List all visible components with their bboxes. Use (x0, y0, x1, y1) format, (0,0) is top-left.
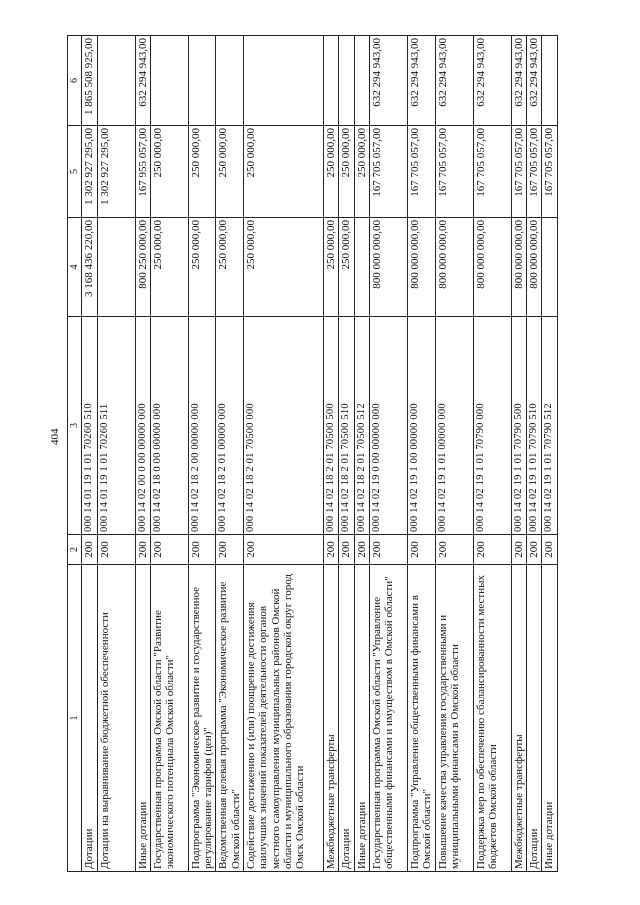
admin-code: 200 (339, 535, 354, 565)
budget-classification-code: 000 14 01 19 1 01 70260 511 (97, 317, 135, 535)
amount-col-4 (354, 218, 369, 317)
budget-classification-code: 000 14 02 19 1 01 70790 512 (542, 317, 557, 535)
amount-col-5: 1 302 927 295,00 (97, 126, 135, 218)
amount-col-6: 632 294 943,00 (511, 36, 526, 126)
admin-code: 200 (244, 535, 324, 565)
budget-classification-code: 000 14 02 19 1 01 70790 000 (473, 317, 511, 535)
amount-col-6: 632 294 943,00 (135, 36, 150, 126)
amount-col-4: 800 000 000,00 (435, 218, 473, 317)
table-row (339, 36, 354, 872)
budget-classification-code: 000 14 02 18 2 01 70500 512 (354, 317, 369, 535)
amount-col-5: 250 000,00 (188, 126, 216, 218)
row-name: Дотации (339, 565, 354, 872)
table-row (370, 36, 408, 872)
amount-col-6: 632 294 943,00 (370, 36, 408, 126)
table-row (542, 36, 557, 872)
row-name: Дотации на выравнивание бюджетной обеспеченности (97, 565, 135, 872)
amount-col-5: 250 000,00 (324, 126, 339, 218)
budget-classification-code: 000 14 02 18 2 01 00000 000 (216, 317, 244, 535)
amount-col-6 (339, 36, 354, 126)
row-name: Иные дотации (135, 565, 150, 872)
amount-col-4 (97, 218, 135, 317)
amount-col-6: 632 294 943,00 (408, 36, 436, 126)
amount-col-4: 800 000 000,00 (526, 218, 541, 317)
budget-table (67, 35, 558, 872)
table-row (354, 36, 369, 872)
table-row (82, 36, 97, 872)
table-row (511, 36, 526, 872)
admin-code: 200 (324, 535, 339, 565)
amount-col-4: 250 000,00 (216, 218, 244, 317)
amount-col-6 (216, 36, 244, 126)
amount-col-6 (354, 36, 369, 126)
amount-col-5: 1 302 927 295,00 (82, 126, 97, 218)
amount-col-5: 167 955 057,00 (135, 126, 150, 218)
budget-classification-code: 000 14 02 19 0 00 00000 000 (370, 317, 408, 535)
row-name: Иные дотации (542, 565, 557, 872)
amount-col-4: 250 000,00 (150, 218, 188, 317)
table-row (324, 36, 339, 872)
row-name: Содействие достижению и (или) поощрение достижения наилучших значений показателей деятельности органов местного самоуправления муниципальных районов Омской области и муниципального образования городской округ город Омск Омской области (244, 565, 324, 872)
column-number: 1 (68, 565, 82, 872)
amount-col-5: 250 000,00 (244, 126, 324, 218)
budget-classification-code: 000 14 02 19 1 01 70790 500 (511, 317, 526, 535)
row-name: Ведомственная целевая программа "Экономическое развитие Омской области" (216, 565, 244, 872)
table-row (97, 36, 135, 872)
admin-code: 200 (408, 535, 436, 565)
column-number: 2 (68, 535, 82, 565)
amount-col-6 (324, 36, 339, 126)
amount-col-4: 250 000,00 (188, 218, 216, 317)
admin-code: 200 (188, 535, 216, 565)
amount-col-4: 800 000 000,00 (408, 218, 436, 317)
budget-classification-code: 000 14 02 19 1 01 70790 510 (526, 317, 541, 535)
amount-col-6 (150, 36, 188, 126)
table-row (188, 36, 216, 872)
row-name: Государственная программа Омской области "Развитие экономического потенциала Омской области" (150, 565, 188, 872)
admin-code: 200 (370, 535, 408, 565)
column-number: 4 (68, 218, 82, 317)
row-name: Подпрограмма "Управление общественными финансами в Омской области" (408, 565, 436, 872)
amount-col-4: 250 000,00 (339, 218, 354, 317)
amount-col-6 (97, 36, 135, 126)
amount-col-4: 3 168 436 220,00 (82, 218, 97, 317)
row-name: Государственная программа Омской области "Управление общественными финансами и имуществом в Омской области" (370, 565, 408, 872)
amount-col-4: 800 000 000,00 (511, 218, 526, 317)
amount-col-6 (244, 36, 324, 126)
table-row (526, 36, 541, 872)
budget-classification-code: 000 14 02 18 2 00 00000 000 (188, 317, 216, 535)
admin-code: 200 (526, 535, 541, 565)
table-row (473, 36, 511, 872)
amount-col-5: 167 705 057,00 (511, 126, 526, 218)
row-name: Межбюджетные трансферты (324, 565, 339, 872)
table-row (244, 36, 324, 872)
row-name: Повышение качества управления государственными и муниципальными финансами в Омской области (435, 565, 473, 872)
column-number-row (68, 36, 82, 872)
table-row (135, 36, 150, 872)
column-number: 3 (68, 317, 82, 535)
table-row (435, 36, 473, 872)
budget-classification-code: 000 14 02 18 2 01 70500 500 (324, 317, 339, 535)
amount-col-5: 167 705 057,00 (542, 126, 557, 218)
column-number: 5 (68, 126, 82, 218)
budget-classification-code: 000 14 02 19 1 00 00000 000 (408, 317, 436, 535)
budget-classification-code: 000 14 02 19 1 01 00000 000 (435, 317, 473, 535)
amount-col-4: 800 000 000,00 (370, 218, 408, 317)
amount-col-5: 250 000,00 (339, 126, 354, 218)
amount-col-6: 1 865 508 925,00 (82, 36, 97, 126)
amount-col-5: 250 000,00 (216, 126, 244, 218)
admin-code: 200 (435, 535, 473, 565)
table-row (408, 36, 436, 872)
row-name: Поддержка мер по обеспечению сбалансированности местных бюджетов Омской области (473, 565, 511, 872)
admin-code: 200 (354, 535, 369, 565)
admin-code: 200 (82, 535, 97, 565)
amount-col-4: 250 000,00 (244, 218, 324, 317)
row-name: Иные дотации (354, 565, 369, 872)
admin-code: 200 (511, 535, 526, 565)
row-name: Дотации (82, 565, 97, 872)
admin-code: 200 (97, 535, 135, 565)
budget-classification-code: 000 14 02 00 0 00 00000 000 (135, 317, 150, 535)
amount-col-5: 167 705 057,00 (435, 126, 473, 218)
rotated-page-content (67, 36, 599, 872)
table-body (82, 36, 557, 872)
budget-classification-code: 000 14 02 18 0 00 00000 000 (150, 317, 188, 535)
amount-col-6: 632 294 943,00 (473, 36, 511, 126)
budget-classification-code: 000 14 02 18 2 01 70500 510 (339, 317, 354, 535)
admin-code: 200 (216, 535, 244, 565)
amount-col-4: 250 000,00 (324, 218, 339, 317)
amount-col-6 (188, 36, 216, 126)
amount-col-5: 167 705 057,00 (370, 126, 408, 218)
amount-col-4: 800 000 000,00 (473, 218, 511, 317)
row-name: Подпрограмма "Экономическое развитие и государственное регулирование тарифов (цен)" (188, 565, 216, 872)
budget-classification-code: 000 14 01 19 1 01 70260 510 (82, 317, 97, 535)
table-row (216, 36, 244, 872)
page-number: 404 (49, 428, 61, 445)
amount-col-5: 167 705 057,00 (408, 126, 436, 218)
amount-col-5: 250 000,00 (150, 126, 188, 218)
admin-code: 200 (542, 535, 557, 565)
amount-col-5: 250 000,00 (354, 126, 369, 218)
table-row (150, 36, 188, 872)
admin-code: 200 (150, 535, 188, 565)
admin-code: 200 (473, 535, 511, 565)
amount-col-5: 167 705 057,00 (526, 126, 541, 218)
amount-col-5: 167 705 057,00 (473, 126, 511, 218)
budget-classification-code: 000 14 02 18 2 01 70500 000 (244, 317, 324, 535)
amount-col-6: 632 294 943,00 (526, 36, 541, 126)
amount-col-6 (542, 36, 557, 126)
amount-col-4: 800 250 000,00 (135, 218, 150, 317)
row-name: Дотации (526, 565, 541, 872)
row-name: Межбюджетные трансферты (511, 565, 526, 872)
amount-col-4 (542, 218, 557, 317)
admin-code: 200 (135, 535, 150, 565)
column-number: 6 (68, 36, 82, 126)
amount-col-6: 632 294 943,00 (435, 36, 473, 126)
